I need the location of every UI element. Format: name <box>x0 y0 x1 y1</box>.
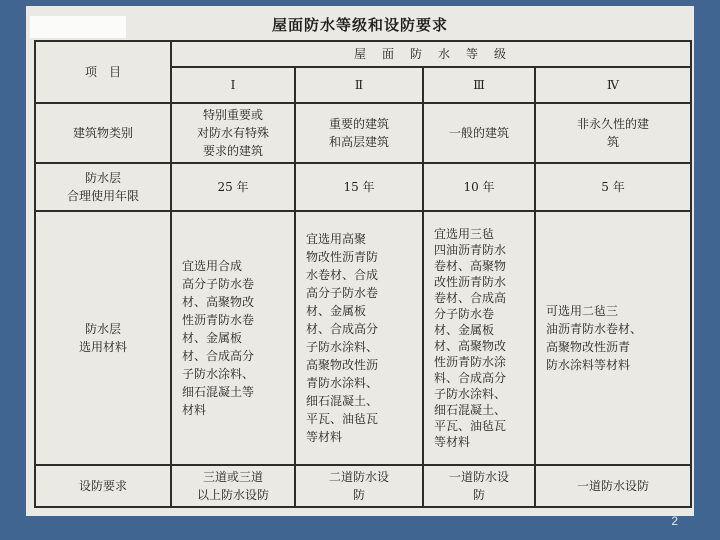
materials-label: 防水层 选用材料 <box>35 211 171 465</box>
header-row <box>35 41 691 67</box>
materials-row <box>35 211 691 465</box>
requirement-row <box>35 465 691 507</box>
years-level-3: 10 年 <box>423 163 535 211</box>
building-label: 建筑物类别 <box>35 103 171 163</box>
materials-level-1: 宜选用合成 高分子防水卷 材、高聚物改 性沥青防水卷 材、金属板 材、合成高分 子防水涂料、 细石混凝土等 材料 <box>171 211 295 465</box>
requirement-level-4: 一道防水设防 <box>535 465 691 507</box>
waterproof-grade-table <box>34 40 692 508</box>
level-2-header: Ⅱ <box>295 67 423 103</box>
level-3-header: Ⅲ <box>423 67 535 103</box>
page-number: 2 <box>671 514 678 528</box>
building-level-4: 非永久性的建 筑 <box>535 103 691 163</box>
requirement-level-2: 二道防水设 防 <box>295 465 423 507</box>
years-label: 防水层 合理使用年限 <box>35 163 171 211</box>
building-level-2: 重要的建筑 和高层建筑 <box>295 103 423 163</box>
building-level-1: 特别重要或 对防水有特殊 要求的建筑 <box>171 103 295 163</box>
materials-level-3: 宜选用三毡 四油沥青防水 卷材、高聚物 改性沥青防水 卷材、合成高 分子防水卷 材、金属板 材、高聚物改 性沥青防水涂 料、合成高分 子防水涂料、 细石混凝土、 平瓦、油毡瓦 等材料 <box>423 211 535 465</box>
building-row <box>35 103 691 163</box>
requirement-level-1: 三道或三道 以上防水设防 <box>171 465 295 507</box>
years-level-2: 15 年 <box>295 163 423 211</box>
years-row <box>35 163 691 211</box>
scanned-table-image <box>26 6 694 516</box>
grade-group-header: 屋 面 防 水 等 级 <box>171 41 691 67</box>
years-level-1: 25 年 <box>171 163 295 211</box>
building-level-3: 一般的建筑 <box>423 103 535 163</box>
requirement-level-3: 一道防水设 防 <box>423 465 535 507</box>
materials-level-2: 宜选用高聚 物改性沥青防 水卷材、合成 高分子防水卷 材、金属板 材、合成高分 子防水涂料、 高聚物改性沥 青防水涂料、 细石混凝土、 平瓦、油毡瓦 等材料 <box>295 211 423 465</box>
level-1-header: Ⅰ <box>171 67 295 103</box>
level-4-header: Ⅳ <box>535 67 691 103</box>
item-header: 项 目 <box>35 41 171 103</box>
table-title: 屋面防水等级和设防要求 <box>271 16 448 34</box>
requirement-label: 设防要求 <box>35 465 171 507</box>
materials-level-4: 可选用二毡三 油沥青防水卷材、 高聚物改性沥青 防水涂料等材料 <box>535 211 691 465</box>
years-level-4: 5 年 <box>535 163 691 211</box>
